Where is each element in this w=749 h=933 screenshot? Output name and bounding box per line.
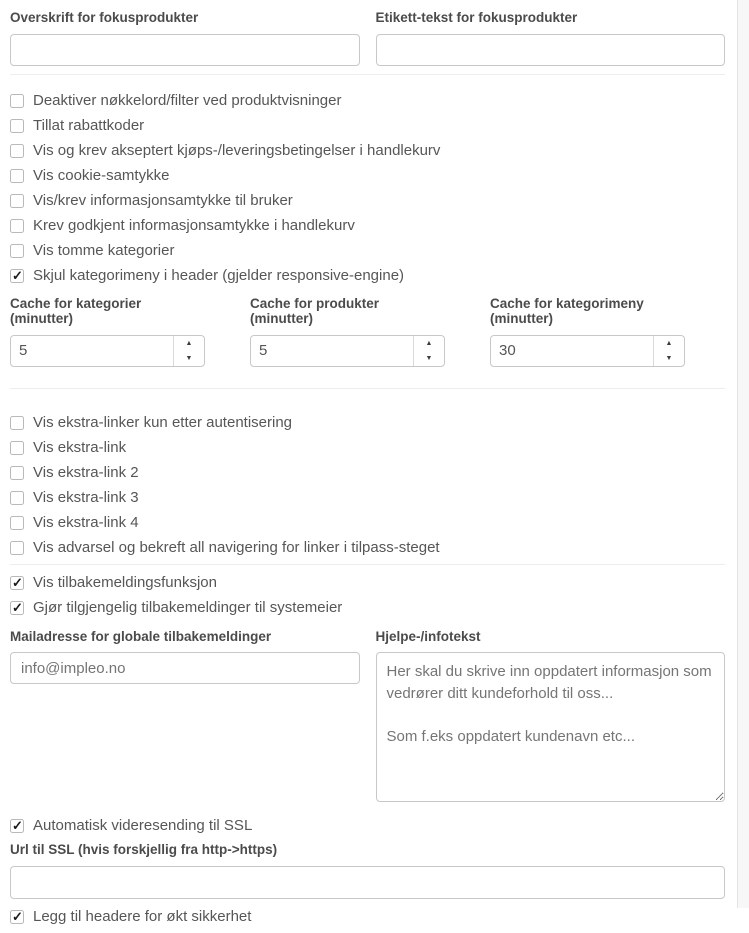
checkbox-row[interactable] [10, 574, 725, 592]
checkbox-row[interactable] [10, 217, 725, 235]
field-label: Mailadresse for globale tilbakemeldinger [10, 628, 272, 644]
section-divider [10, 388, 725, 389]
checkbox-label: Vis advarsel og bekreft all navigering for linker i tilpass-steget [33, 538, 440, 556]
checkbox-label: Krev godkjent informasjonsamtykke i handlekurv [33, 216, 355, 234]
number-value-input[interactable] [11, 336, 173, 366]
checkbox-row[interactable] [10, 414, 725, 432]
checkbox-label: Vis tilbakemeldingsfunksjon [33, 573, 217, 591]
cache-settings-row [10, 296, 725, 367]
text-field [10, 10, 360, 66]
focus-products-field-row [10, 10, 725, 66]
checkbox-row[interactable] [10, 192, 725, 210]
field-label: Url til SSL (hvis forskjellig fra http->https) [10, 842, 278, 858]
feedback-fields-row [10, 629, 725, 808]
cache-number-field [10, 296, 205, 367]
checkbox-row[interactable] [10, 117, 725, 135]
checkbox[interactable] [10, 416, 24, 430]
checkbox-label: Vis ekstra-link 2 [33, 463, 139, 481]
checkbox[interactable] [10, 819, 24, 833]
checkbox[interactable] [10, 576, 24, 590]
checkbox-label: Vis ekstra-linker kun etter autentisering [33, 413, 293, 431]
checkbox-label: Vis cookie-samtykke [33, 166, 170, 184]
field-label: Hjelpe-/infotekst [375, 628, 481, 644]
number-spinner [653, 336, 684, 366]
section-divider [10, 74, 725, 75]
ssl-url-field [10, 842, 725, 899]
checkbox-row[interactable] [10, 267, 725, 285]
checkbox[interactable] [10, 119, 24, 133]
checkbox-row[interactable] [10, 439, 725, 457]
field-label: Cache for produkter (minutter) [250, 295, 380, 327]
feedback-checkbox-group [10, 574, 725, 617]
checkbox-row[interactable] [10, 464, 725, 482]
checkbox-row[interactable] [10, 489, 725, 507]
checkbox[interactable] [10, 269, 24, 283]
spinner-down-icon[interactable]: ▼ [665, 354, 673, 362]
ssl-redirect-checkbox-row[interactable] [10, 817, 725, 835]
checkbox-label: Vis ekstra-link [33, 438, 127, 456]
checkbox-label: Deaktiver nøkkelord/filter ved produktvisninger [33, 91, 342, 109]
spinner-up-icon[interactable]: ▲ [425, 339, 433, 347]
number-value-input[interactable] [251, 336, 413, 366]
checkbox-row[interactable] [10, 539, 725, 557]
checkbox[interactable] [10, 194, 24, 208]
vertical-scrollbar[interactable] [737, 0, 749, 908]
section-divider [10, 564, 725, 565]
extra-links-checkbox-group [10, 414, 725, 557]
checkbox-row[interactable] [10, 142, 725, 160]
help-info-textarea[interactable] [376, 652, 726, 802]
number-input [490, 335, 685, 367]
checkbox-label: Vis tomme kategorier [33, 241, 175, 259]
spinner-down-icon[interactable]: ▼ [185, 354, 193, 362]
checkbox-label: Gjør tilgjengelig tilbakemeldinger til systemeier [33, 598, 343, 616]
checkbox[interactable] [10, 910, 24, 924]
number-input [250, 335, 445, 367]
checkbox-label: Vis ekstra-link 4 [33, 513, 139, 531]
checkbox[interactable] [10, 466, 24, 480]
help-info-field [376, 629, 726, 808]
checkbox-label: Skjul kategorimeny i header (gjelder responsive-engine) [33, 266, 405, 284]
field-label: Etikett-tekst for fokusprodukter [375, 10, 578, 25]
field-label: Cache for kategorimeny (minutter) [490, 295, 644, 327]
checkbox-label: Vis ekstra-link 3 [33, 488, 139, 506]
mail-address-input[interactable] [10, 652, 360, 684]
checkbox[interactable] [10, 491, 24, 505]
checkbox-label: Legg til headere for økt sikkerhet [33, 907, 252, 925]
checkbox-row[interactable] [10, 599, 725, 617]
checkbox-label: Automatisk videresending til SSL [33, 817, 253, 835]
checkbox-label: Tillat rabattkoder [33, 116, 145, 134]
number-value-input[interactable] [491, 336, 653, 366]
checkbox-row[interactable] [10, 92, 725, 110]
checkbox-row[interactable] [10, 514, 725, 532]
field-label: Cache for kategorier (minutter) [10, 295, 142, 327]
cache-number-field [490, 296, 685, 367]
checkbox[interactable] [10, 144, 24, 158]
checkbox[interactable] [10, 516, 24, 530]
number-spinner [413, 336, 444, 366]
security-headers-checkbox-row[interactable] [10, 908, 725, 926]
checkbox[interactable] [10, 94, 24, 108]
text-field [376, 10, 726, 66]
text-input[interactable] [10, 34, 360, 66]
spinner-down-icon[interactable]: ▼ [425, 354, 433, 362]
checkbox-row[interactable] [10, 167, 725, 185]
checkbox[interactable] [10, 441, 24, 455]
field-label: Overskrift for fokusprodukter [10, 10, 199, 25]
mail-address-field [10, 629, 360, 685]
ssl-url-input[interactable] [10, 866, 725, 899]
checkbox[interactable] [10, 219, 24, 233]
checkbox[interactable] [10, 244, 24, 258]
checkbox-label: Vis og krev akseptert kjøps-/leveringsbetingelser i handlekurv [33, 141, 441, 159]
checkbox[interactable] [10, 169, 24, 183]
cache-number-field [250, 296, 445, 367]
spinner-up-icon[interactable]: ▲ [665, 339, 673, 347]
display-options-checkbox-group [10, 92, 725, 285]
checkbox-label: Vis/krev informasjonsamtykke til bruker [33, 191, 293, 209]
checkbox[interactable] [10, 541, 24, 555]
spinner-up-icon[interactable]: ▲ [185, 339, 193, 347]
number-input [10, 335, 205, 367]
checkbox[interactable] [10, 601, 24, 615]
text-input[interactable] [376, 34, 726, 66]
number-spinner [173, 336, 204, 366]
checkbox-row[interactable] [10, 242, 725, 260]
